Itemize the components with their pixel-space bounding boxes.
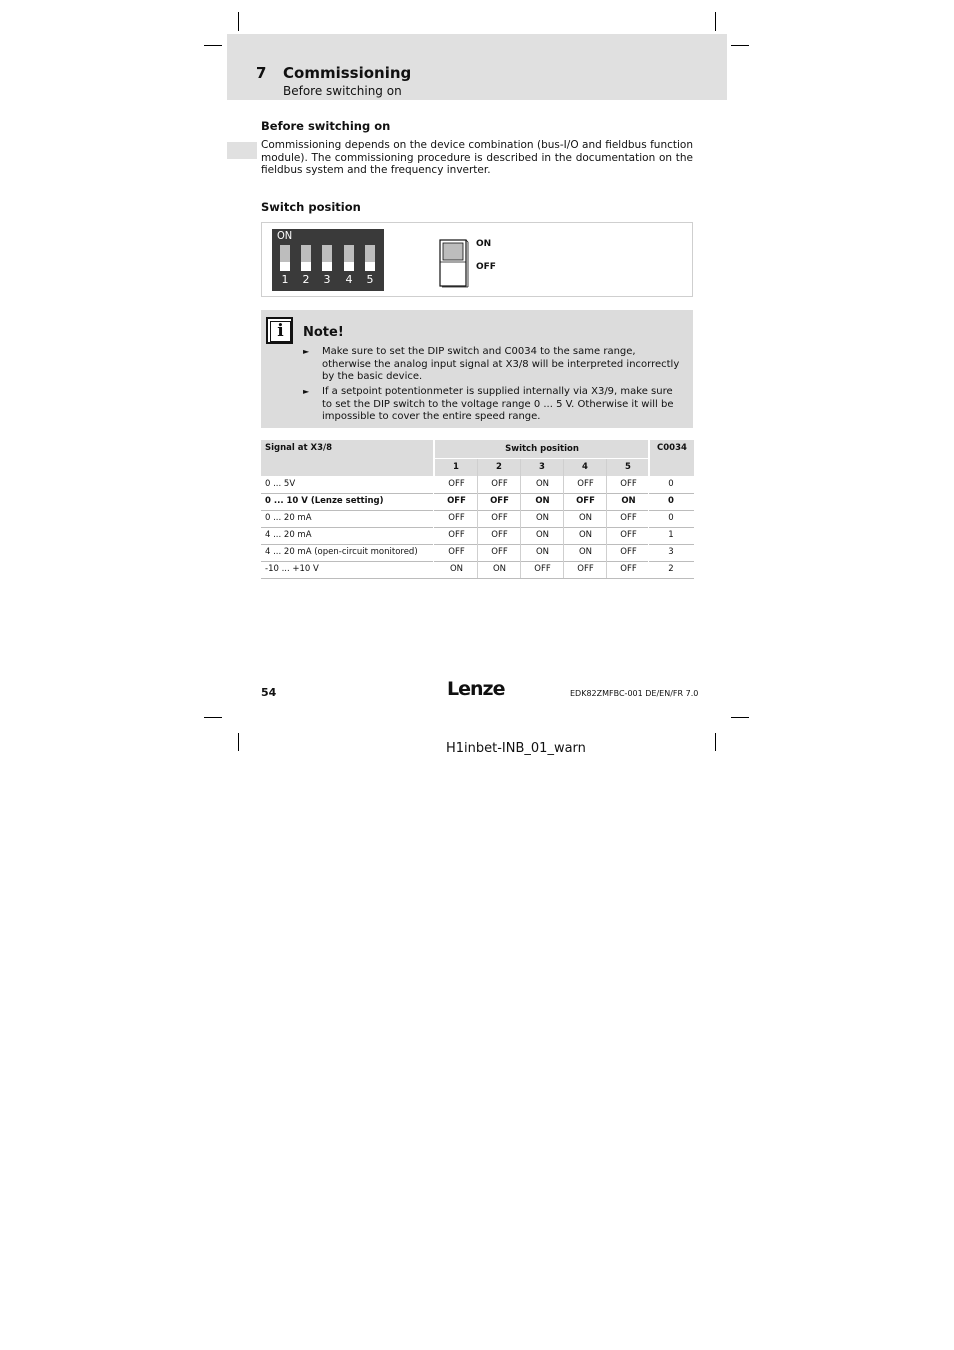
- crop-mark: [715, 12, 716, 31]
- table-cell-switch: OFF: [620, 513, 637, 523]
- chapter-title: Commissioning: [283, 64, 412, 82]
- crop-mark: [238, 12, 239, 31]
- table-header-signal: Signal at X3/8: [261, 440, 433, 476]
- section-heading-switch-position: Switch position: [261, 200, 361, 214]
- dip-switch-3: [322, 245, 332, 271]
- dip-switch-1: [280, 245, 290, 271]
- table-cell-switch: ON: [449, 564, 464, 574]
- table-col-divider: [477, 459, 478, 578]
- dip-switch-2: [301, 245, 311, 271]
- table-cell-switch: OFF: [620, 479, 637, 489]
- crop-mark: [715, 733, 716, 751]
- table-col-divider: [606, 459, 607, 578]
- legend-off: OFF: [476, 262, 496, 272]
- lenze-logo: Lenze: [447, 678, 505, 700]
- crop-mark: [731, 45, 749, 46]
- table-cell-switch: ON: [621, 496, 636, 506]
- section-body-text: Commissioning depends on the device combination (bus-I/O and fieldbus function module). The commissioning procedure is described in the documentation on the fieldbus system and the frequency inverter.: [261, 139, 693, 177]
- table-cell-switch: OFF: [448, 547, 465, 557]
- note-item: ► If a setpoint potentionmeter is supplied internally via X3/9, make sure to set the DIP switch to the voltage range 0 ... 5 V. Otherwise it will be impossible to cover the entire speed range.: [303, 386, 674, 423]
- table-cell-switch: OFF: [448, 513, 465, 523]
- crop-mark: [204, 45, 222, 46]
- dip-number: 3: [323, 273, 331, 286]
- table-col-divider: [563, 459, 564, 578]
- crop-mark: [204, 717, 222, 718]
- table-cell-switch: OFF: [577, 479, 594, 489]
- table-cell-switch: ON: [578, 513, 593, 523]
- bullet-triangle-icon: ►: [303, 387, 310, 396]
- table-cell-switch: OFF: [576, 496, 595, 506]
- table-cell-switch: ON: [535, 496, 550, 506]
- dip-number: 2: [302, 273, 310, 286]
- table-cell-switch: ON: [535, 547, 550, 557]
- table-header-switch-num: 1: [435, 459, 477, 476]
- table-cell-code: 1: [668, 530, 674, 540]
- bullet-triangle-icon: ►: [303, 347, 310, 356]
- dip-switch-5: [365, 245, 375, 271]
- table-cell-switch: OFF: [534, 564, 551, 574]
- table-cell-switch: OFF: [448, 479, 465, 489]
- section-heading-before-switching: Before switching on: [261, 119, 391, 133]
- note-title: Note!: [303, 325, 344, 340]
- dip-number: 1: [281, 273, 289, 286]
- table-cell-signal: 0 ... 10 V (Lenze setting): [265, 496, 384, 506]
- switch-legend-icon: [438, 238, 470, 290]
- table-cell-signal: 0 ... 20 mA: [265, 513, 312, 523]
- dip-on-label: ON: [277, 229, 293, 242]
- table-cell-code: 3: [668, 547, 674, 557]
- table-cell-code: 0: [668, 513, 674, 523]
- table-header-switch: Switch position: [435, 440, 649, 458]
- crop-mark: [238, 733, 239, 751]
- page-number: 54: [261, 686, 277, 699]
- note-item: ► Make sure to set the DIP switch and C0034 to the same range, otherwise the analog input signal at X3/8 will be interpreted incorrectly by the basic device.: [303, 346, 680, 383]
- info-icon: i: [266, 317, 293, 344]
- table-col-divider: [648, 440, 649, 578]
- table-cell-switch: OFF: [447, 496, 466, 506]
- side-tab-marker: [227, 142, 257, 159]
- table-row-divider: [261, 578, 694, 579]
- table-cell-switch: OFF: [620, 530, 637, 540]
- legend-on: ON: [476, 239, 492, 249]
- table-cell-switch: OFF: [490, 496, 509, 506]
- table-cell-signal: -10 ... +10 V: [265, 564, 319, 574]
- table-header-switch-num: 4: [564, 459, 606, 476]
- dip-number: 4: [345, 273, 353, 286]
- table-header-switch-num: 2: [478, 459, 520, 476]
- table-cell-code: 2: [668, 564, 674, 574]
- table-cell-switch: ON: [535, 530, 550, 540]
- table-cell-code: 0: [668, 479, 674, 489]
- table-cell-switch: ON: [535, 513, 550, 523]
- file-label: H1inbet-INB_01_warn: [446, 741, 586, 756]
- chapter-number: 7: [256, 64, 267, 82]
- table-cell-switch: OFF: [491, 547, 508, 557]
- table-cell-switch: ON: [578, 547, 593, 557]
- table-cell-switch: OFF: [491, 530, 508, 540]
- table-cell-switch: ON: [578, 530, 593, 540]
- table-cell-switch: OFF: [448, 530, 465, 540]
- table-cell-signal: 4 ... 20 mA (open-circuit monitored): [265, 547, 418, 557]
- dip-number: 5: [366, 273, 374, 286]
- table-cell-switch: OFF: [620, 564, 637, 574]
- document-id: EDK82ZMFBC-001 DE/EN/FR 7.0: [570, 689, 699, 698]
- table-cell-switch: OFF: [491, 513, 508, 523]
- table-cell-switch: ON: [492, 564, 507, 574]
- crop-mark: [731, 717, 749, 718]
- dip-switch-4: [344, 245, 354, 271]
- table-cell-switch: ON: [535, 479, 550, 489]
- table-cell-signal: 4 ... 20 mA: [265, 530, 312, 540]
- table-header-c0034: C0034: [650, 440, 694, 476]
- table-col-divider: [520, 459, 521, 578]
- table-cell-signal: 0 ... 5V: [265, 479, 296, 489]
- table-cell-switch: OFF: [620, 547, 637, 557]
- chapter-subtitle: Before switching on: [283, 84, 402, 98]
- table-header-switch-num: 3: [521, 459, 563, 476]
- table-header-switch-num: 5: [607, 459, 649, 476]
- table-col-divider: [433, 440, 434, 578]
- table-cell-switch: OFF: [577, 564, 594, 574]
- table-cell-code: 0: [668, 496, 674, 506]
- table-cell-switch: OFF: [491, 479, 508, 489]
